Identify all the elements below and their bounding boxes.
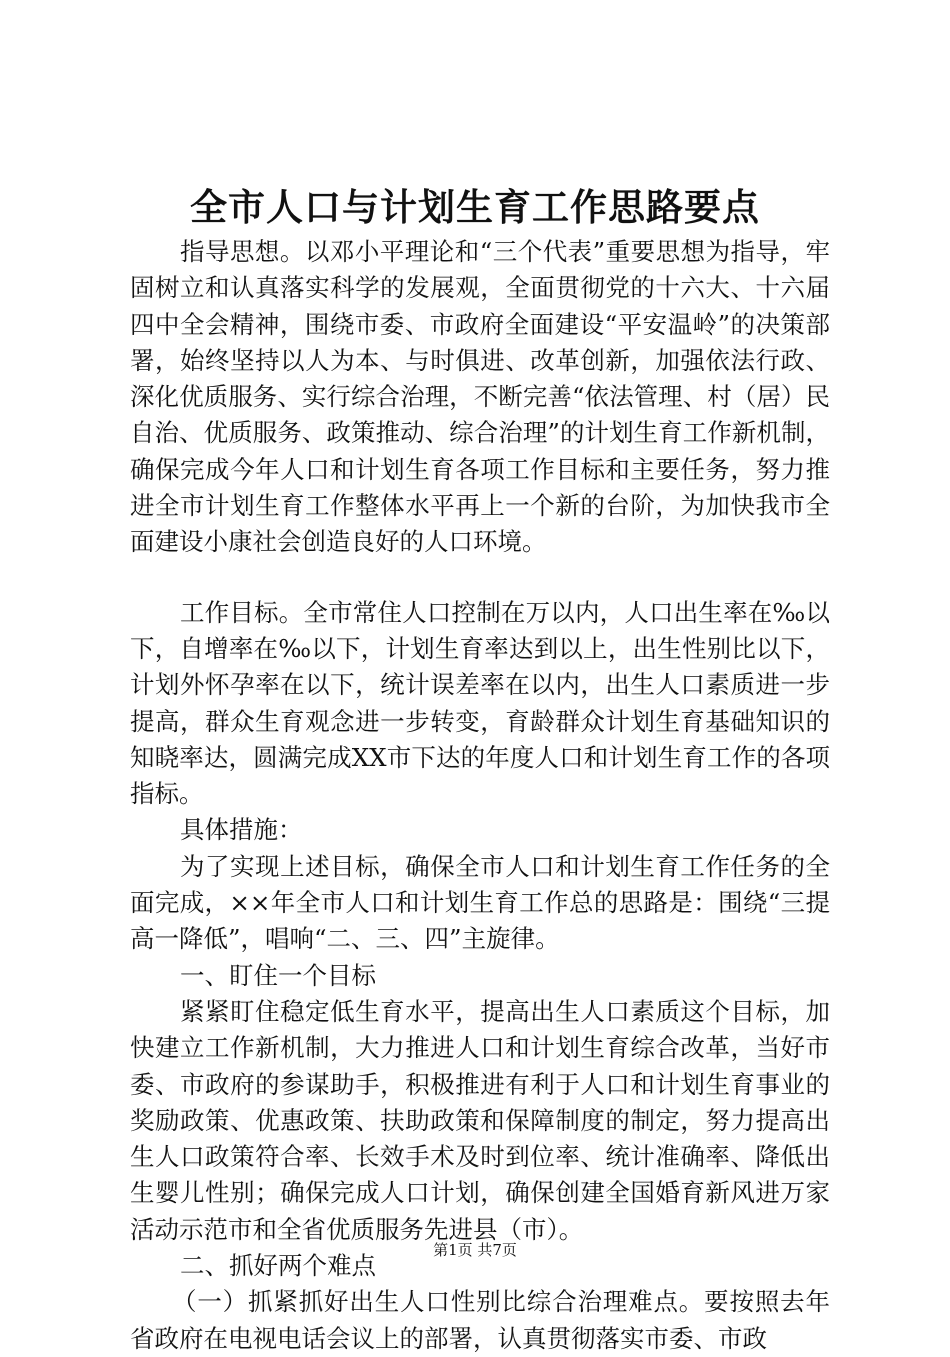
paragraph-sex-ratio: （一）抓紧抓好出生人口性别比综合治理难点。要按照去年省政府在电视电话会议上的部署，认真贯彻落实市委、市政 xyxy=(130,1287,830,1353)
section-heading-two-difficulties: 二、抓好两个难点 xyxy=(180,1251,376,1281)
document-body xyxy=(130,234,830,1357)
section-heading-one-goal: 一、盯住一个目标 xyxy=(180,960,376,990)
paragraph-one-goal: 紧紧盯住稳定低生育水平，提高出生人口素质这个目标，加快建立工作新机制，大力推进人口和计划生育综合改革，当好市委、市政府的参谋助手，积极推进有利于人口和计划生育事业的奖励政策、优惠政策、扶助政策和保障制度的制定，努力提高出生人口政策符合率、长效手术及时到位率、统计准确率、降低出生婴儿性别；确保完成人口计划，确保创建全国婚育新风进万家活动示范市和全省优质服务先进县（市）。 xyxy=(130,996,830,1244)
paragraph-work-goals: 工作目标。全市常住人口控制在万以内，人口出生率在‰以下，自增率在‰以下，计划生育率达到以上，出生性别比以下，计划外怀孕率在以下，统计误差率在以内，出生人口素质进一步提高，群众生育观念进一步转变，育龄群众计划生育基础知识的知晓率达，圆满完成XX市下达的年度人口和计划生育工作的各项指标。 xyxy=(130,597,830,809)
paragraph-overall-approach: 为了实现上述目标，确保全市人口和计划生育工作任务的全面完成，××年全市人口和计划生育工作总的思路是：围绕“三提高一降低”，唱响“二、三、四”主旋律。 xyxy=(130,851,830,954)
paragraph-measures-heading: 具体措施： xyxy=(180,815,303,845)
document-title: 全市人口与计划生育工作思路要点 xyxy=(190,185,760,229)
paragraph-guiding-ideology: 指导思想。以邓小平理论和“三个代表”重要思想为指导，牢固树立和认真落实科学的发展观，全面贯彻党的十六大、十六届四中全会精神，围绕市委、市政府全面建设“平安温岭”的决策部署，始终坚持以人为本、与时俱进、改革创新，加强依法行政、深化优质服务、实行综合治理，不断完善“依法管理、村（居）民自治、优质服务、政策推动、综合治理”的计划生育工作新机制，确保完成今年人口和计划生育各项工作目标和主要任务，努力推进全市计划生育工作整体水平再上一个新的台阶，为加快我市全面建设小康社会创造良好的人口环境。 xyxy=(130,237,830,557)
page-footer: 第1页 共7页 xyxy=(433,1241,517,1259)
